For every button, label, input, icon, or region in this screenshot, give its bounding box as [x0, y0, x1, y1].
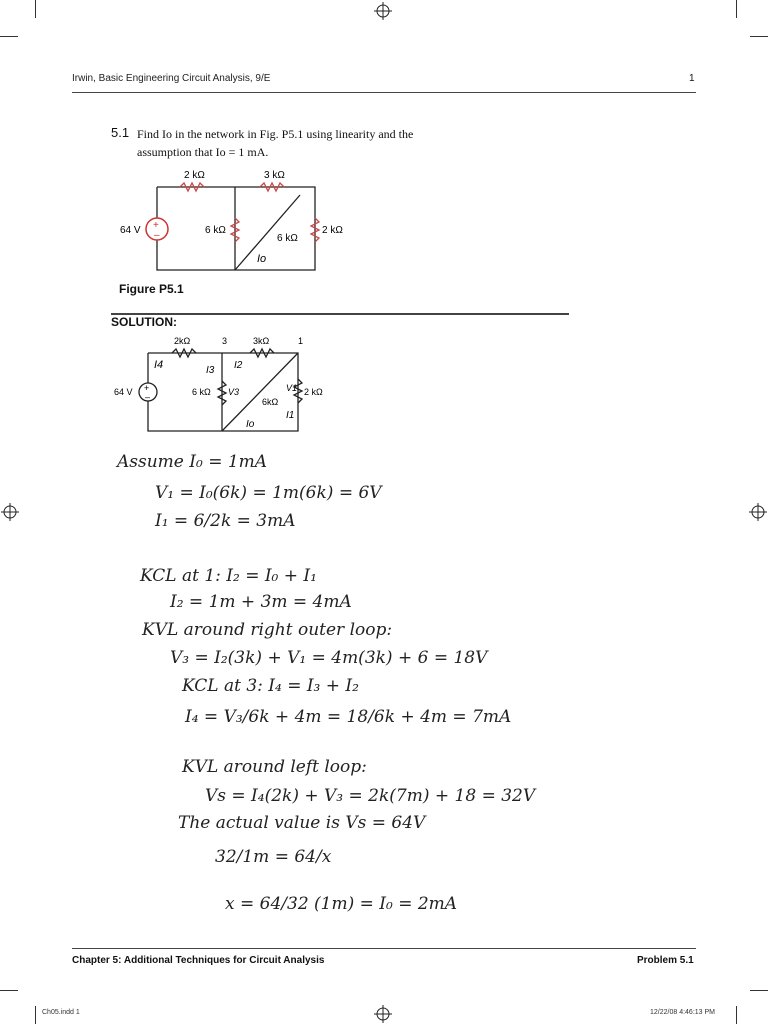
work-line-10: KVL around left loop:	[182, 757, 367, 777]
fig1-label-r-mid: 6 kΩ	[205, 225, 226, 236]
fig2-label-i3: I3	[206, 365, 215, 376]
work-line-3: I₁ = 6/2k = 3mA	[155, 511, 296, 531]
fig2-label-node3: 3	[222, 336, 228, 346]
fig2-label-v3: V3	[228, 387, 240, 397]
svg-text:+: +	[153, 220, 159, 231]
fig2-label-i2: I2	[234, 360, 243, 371]
fig2-label-i4: I4	[154, 359, 164, 371]
work-line-4: KCL at 1: I₂ = I₀ + I₁	[140, 566, 317, 586]
work-line-12: The actual value is Vs = 64V	[178, 813, 426, 833]
registration-mark-icon	[1, 503, 19, 521]
problem-line-1: Find Io in the network in Fig. P5.1 using linearity and the	[137, 127, 414, 141]
fig2-label-v1: V1	[286, 383, 298, 393]
file-slug: Ch05.indd 1	[42, 1009, 80, 1016]
crop-mark	[750, 36, 768, 37]
crop-mark	[0, 990, 18, 991]
work-line-7: V₃ = I₂(3k) + V₁ = 4m(3k) + 6 = 18V	[170, 648, 488, 668]
problem-statement	[137, 125, 457, 161]
fig2-label-r2: 3kΩ	[253, 336, 270, 346]
fig2-label-r-mid: 6 kΩ	[192, 387, 211, 397]
solution-rule	[111, 313, 569, 315]
fig1-label-r-right: 2 kΩ	[322, 225, 343, 236]
solution-circuit-diagram	[110, 333, 350, 438]
fig2-label-io: Io	[246, 419, 255, 430]
fig2-label-r1: 2kΩ	[174, 336, 191, 346]
footer-rule	[72, 948, 696, 949]
problem-line-2: assumption that Io = 1 mA.	[137, 145, 269, 159]
crop-mark	[35, 1006, 36, 1024]
crop-mark	[35, 0, 36, 18]
timestamp-slug: 12/22/08 4:46:13 PM	[650, 1009, 715, 1016]
registration-mark-icon	[374, 2, 392, 20]
fig1-label-source: 64 V	[120, 225, 141, 236]
header-rule	[72, 92, 696, 93]
work-line-1: Assume I₀ = 1mA	[117, 452, 268, 472]
work-line-9: I₄ = V₃/6k + 4m = 18/6k + 4m = 7mA	[185, 707, 512, 727]
fig1-label-r2: 3 kΩ	[264, 170, 285, 181]
work-line-6: KVL around right outer loop:	[142, 620, 393, 640]
fig2-label-r-right: 2 kΩ	[304, 387, 323, 397]
circuit-figure-p5-1	[110, 160, 370, 280]
work-line-13: 32/1m = 64/x	[215, 847, 332, 867]
chapter-footer: Chapter 5: Additional Techniques for Circuit Analysis	[72, 955, 325, 966]
fig2-label-node1: 1	[298, 336, 304, 346]
svg-text:–: –	[145, 392, 151, 402]
fig1-label-r-diag: 6 kΩ	[277, 233, 298, 244]
work-line-5: I₂ = 1m + 3m = 4mA	[170, 592, 352, 612]
fig2-label-source: 64 V	[114, 387, 133, 397]
registration-mark-icon	[749, 503, 767, 521]
crop-mark	[736, 0, 737, 18]
problem-footer: Problem 5.1	[637, 955, 694, 966]
running-header: Irwin, Basic Engineering Circuit Analysis, 9/E	[72, 73, 271, 84]
page-number: 1	[689, 73, 695, 84]
crop-mark	[750, 990, 768, 991]
crop-mark	[0, 36, 18, 37]
work-line-2: V₁ = I₀(6k) = 1m(6k) = 6V	[155, 483, 382, 503]
work-line-14: x = 64/32 (1m) = I₀ = 2mA	[225, 894, 458, 914]
figure-caption: Figure P5.1	[119, 282, 184, 296]
solution-heading: SOLUTION:	[111, 315, 177, 329]
fig1-label-r1: 2 kΩ	[184, 170, 205, 181]
crop-mark	[736, 1006, 737, 1024]
work-line-8: KCL at 3: I₄ = I₃ + I₂	[182, 676, 359, 696]
registration-mark-icon	[374, 1005, 392, 1023]
fig1-label-io: Io	[257, 253, 267, 265]
work-line-11: Vs = I₄(2k) + V₃ = 2k(7m) + 18 = 32V	[205, 786, 536, 806]
fig2-label-r-diag: 6kΩ	[262, 397, 279, 407]
svg-text:–: –	[154, 230, 160, 241]
fig2-label-i1: I1	[286, 410, 295, 421]
svg-text:+: +	[144, 383, 150, 393]
problem-number: 5.1	[111, 125, 130, 140]
